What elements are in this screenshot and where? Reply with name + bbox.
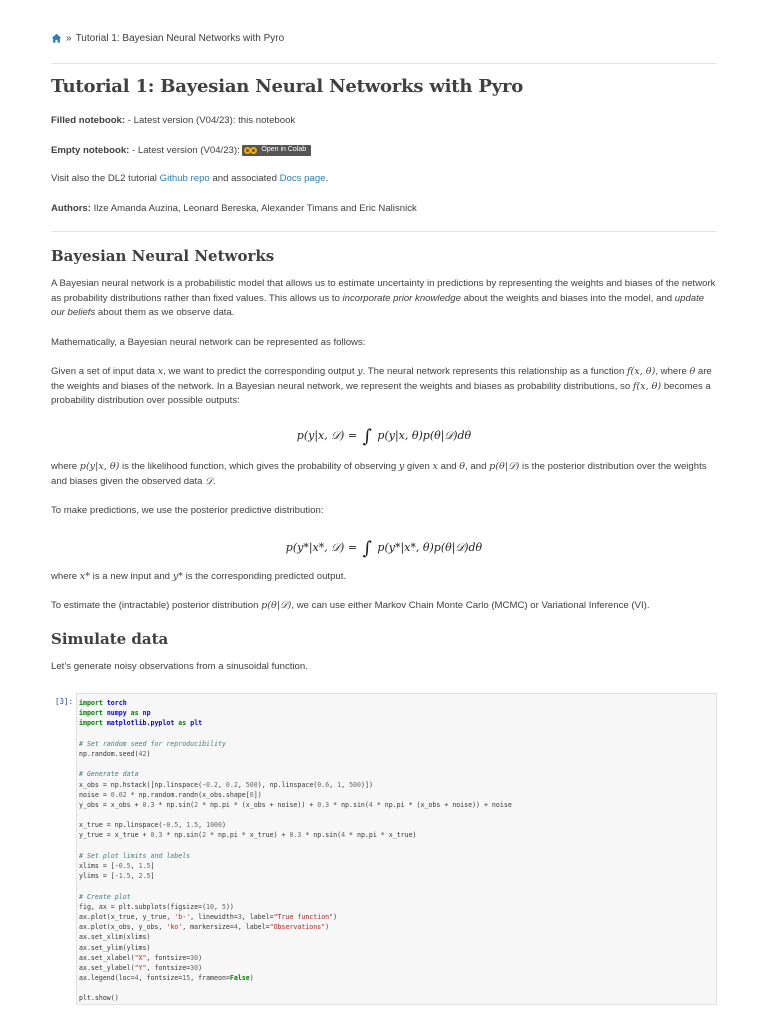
code-line: ax.set_xlim(xlims) [79, 933, 151, 942]
code-line: ax.set_ylabel("Y", fontsize=30) [79, 963, 203, 972]
section-heading-bnn: Bayesian Neural Networks [51, 247, 275, 265]
divider [51, 63, 717, 64]
text: , where [655, 366, 690, 377]
authors-label: Authors: [51, 203, 91, 214]
code-line: plt.show() [79, 994, 119, 1003]
text: given [404, 461, 433, 472]
code-line: ylims = [-1.5, 2.5] [79, 872, 155, 881]
code-line: ax.set_ylim(ylims) [79, 943, 151, 952]
code-line: fig, ax = plt.subplots(figsize=(10, 5)) [79, 902, 234, 911]
code-line: y_true = x_true + 0.3 * np.sin(2 * np.pi * x_true) + 0.3 * np.sin(4 * np.pi * x_true) [79, 831, 417, 840]
math: y* [172, 571, 183, 582]
page-title: Tutorial 1: Bayesian Neural Networks with Pyro [51, 76, 524, 97]
home-icon[interactable] [51, 33, 62, 44]
visit-line [51, 172, 717, 187]
text: Given a set of input data [51, 366, 158, 377]
math: p(θ|𝒟) [489, 461, 520, 472]
code-block[interactable] [76, 693, 717, 1005]
math: p(θ|𝒟) [261, 600, 292, 611]
text: about them as we observe data. [95, 307, 235, 319]
empty-notebook-label: Empty notebook: [51, 145, 130, 156]
code-line: xlims = [-0.5, 1.5] [79, 862, 155, 870]
code-line: noise = 0.02 * np.random.randn(x_obs.shape[0]) [79, 790, 262, 799]
math: y [398, 461, 405, 472]
breadcrumb-current: Tutorial 1: Bayesian Neural Networks with Pyro [75, 33, 285, 44]
math: x* [79, 571, 91, 582]
integral-symbol: ∫ [362, 426, 372, 447]
code-line: # Create plot [79, 892, 131, 901]
text: , and [465, 461, 490, 472]
equation-rhs: p(y|x, θ)p(θ|𝒟)dθ [377, 429, 472, 442]
code-line [79, 759, 716, 769]
math: p(y|x, θ) [79, 461, 120, 472]
equation-rhs: p(y*|x*, θ)p(θ|𝒟)dθ [377, 541, 483, 554]
equation-lhs: p(y*|x*, 𝒟) = [285, 541, 358, 554]
code-line: ax.legend(loc=4, fontsize=15, frameon=False) [79, 974, 254, 983]
equation-posterior [51, 426, 717, 447]
docs-page-link[interactable]: Docs page [279, 173, 326, 184]
text: is the likelihood function, which gives the probability of observing [119, 461, 399, 472]
code-line: x_true = np.linspace(-0.5, 1.5, 1000) [79, 821, 226, 830]
text: and [437, 461, 460, 472]
open-in-colab-badge[interactable] [242, 145, 311, 156]
cell-prompt: [3]: [55, 697, 74, 706]
bnn-paragraph-4 [51, 460, 717, 489]
text: A Bayesian neural network is a probabilistic model that allows us to estimate uncertainty in predictions by representing the weights and biases of the network as probability distributions rather than fixed values. This allows us to [51, 278, 716, 304]
code-line: # Generate data [79, 770, 139, 779]
code-line: np.random.seed(42) [79, 749, 151, 758]
code-line: import numpy as np [79, 709, 151, 718]
bnn-paragraph-3 [51, 365, 717, 409]
code-line: ax.set_xlabel("X", fontsize=30) [79, 953, 203, 962]
text: , we want to predict the corresponding output [163, 366, 358, 377]
code-line: import matplotlib.pyplot as plt [79, 719, 203, 728]
bnn-paragraph-1 [51, 277, 717, 321]
code-line: # Set plot limits and labels [79, 851, 191, 860]
visit-text-pre: Visit also the DL2 tutorial [51, 173, 160, 184]
text: is a new input and [90, 571, 173, 582]
colab-logo-icon [244, 147, 258, 154]
code-line: # Set random seed for reproducibility [79, 739, 226, 748]
authors-line [51, 202, 717, 217]
empty-notebook-line [51, 144, 717, 159]
bnn-paragraph-7 [51, 599, 717, 614]
math-theta: θ [689, 366, 696, 377]
empty-notebook-text: - Latest version (V04/23): [129, 145, 243, 156]
text: is the posterior distribution over the weights and biases given the observed data [51, 461, 707, 487]
text: where [51, 461, 80, 472]
text: where [51, 571, 80, 582]
breadcrumb-separator: » [66, 33, 72, 44]
bnn-paragraph-6 [51, 570, 717, 585]
open-in-colab-label: Open in Colab [261, 146, 307, 154]
code-line: import torch [79, 699, 127, 707]
simulate-paragraph: Let’s generate noisy observations from a sinusoidal function. [51, 661, 308, 672]
code-line: ax.plot(x_true, y_true, 'b-', linewidth=3, label="True function") [79, 912, 338, 921]
text: . The neural network represents this relationship as a function [362, 366, 627, 377]
authors-text: Ilze Amanda Auzina, Leonard Bereska, Alexander Timans and Eric Nalisnick [90, 203, 417, 214]
equation-predictive [51, 538, 717, 559]
text: . [212, 475, 216, 487]
filled-notebook-line [51, 114, 717, 129]
math: 𝒟 [205, 475, 213, 487]
filled-notebook-label: Filled notebook: [51, 115, 126, 126]
integral-symbol: ∫ [362, 538, 372, 559]
equation-lhs: p(y|x, 𝒟) = [296, 429, 358, 442]
github-repo-link[interactable]: Github repo [159, 173, 210, 184]
code-line [79, 983, 716, 993]
math: θ [459, 461, 466, 472]
code-line [79, 881, 716, 891]
math-x: x [157, 366, 164, 377]
code-line [79, 810, 716, 820]
code-line: ax.plot(x_obs, y_obs, 'ko', markersize=4, label="Observations") [79, 923, 330, 932]
code-line [79, 729, 716, 739]
filled-notebook-text: - Latest version (V04/23): this notebook [125, 115, 296, 126]
math: x [432, 461, 438, 472]
code-cell [51, 690, 717, 1008]
section-heading-simulate: Simulate data [51, 630, 169, 648]
math-f: f(x, θ) [632, 380, 662, 392]
code-content [77, 694, 716, 1004]
visit-text-mid: and associated [209, 173, 280, 184]
breadcrumb [51, 33, 284, 44]
text: is the corresponding predicted output. [182, 571, 347, 582]
visit-text-post: . [325, 173, 329, 184]
text: , we can use either Markov Chain Monte Carlo (MCMC) or Variational Inference (VI). [291, 600, 650, 611]
text: about the weights and biases into the model, and [460, 292, 675, 304]
text: are the weights and biases of the network. In a Bayesian neural network, we represent the weights and biases as probability distributions, so [51, 366, 712, 392]
bnn-paragraph-5: To make predictions, we use the posterior predictive distribution: [51, 505, 324, 516]
code-line [79, 841, 716, 851]
text: To estimate the (intractable) posterior distribution [51, 600, 262, 611]
code-line: y_obs = x_obs + 0.3 * np.sin(2 * np.pi * (x_obs + noise)) + 0.3 * np.sin(4 * np.pi * (x_obs + noise)) + noise [79, 800, 512, 809]
divider [51, 231, 717, 232]
bnn-paragraph-2: Mathematically, a Bayesian neural network can be represented as follows: [51, 337, 366, 348]
emphasis: incorporate prior knowledge [342, 292, 461, 304]
code-line: x_obs = np.hstack([np.linspace(-0.2, 0.2, 500), np.linspace(0.6, 1, 500)]) [79, 780, 373, 789]
text: becomes a probability distribution over possible outputs: [51, 380, 711, 407]
math-y: y [357, 366, 363, 377]
math-f: f(x, θ) [626, 366, 656, 377]
emphasis: update our beliefs [51, 292, 705, 319]
